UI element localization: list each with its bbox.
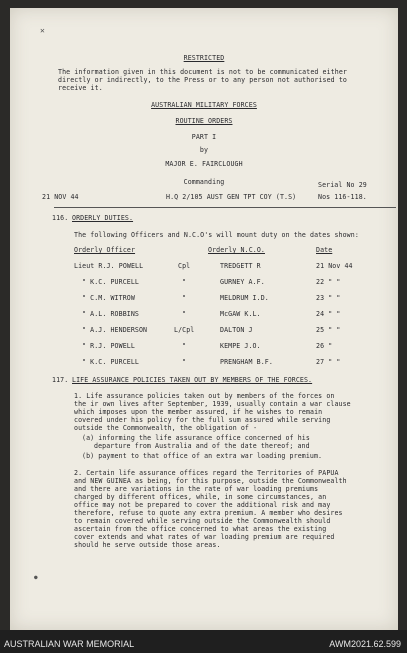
duty-rank: " [182, 342, 187, 350]
col-orderly-nco: Orderly N.C.O. [208, 246, 265, 254]
para-1-line: the ir own lives after September, 1939, usually contain a war clause [74, 400, 351, 408]
footer-institution: AUSTRALIAN WAR MEMORIAL [4, 639, 135, 649]
para-1-line: which imposes upon the member assured, if he wishes to remain [74, 408, 323, 416]
col-date: Date [316, 246, 333, 254]
para-2-line: should he serve outside those areas. [74, 541, 221, 549]
para-2-line: cover extends and what rates of war loading premium are required [74, 533, 335, 541]
item-a-line: (a) informing the life assurance office concerned of his [82, 434, 310, 442]
section-117-title: LIFE ASSURANCE POLICIES TAKEN OUT BY MEMBERS OF THE FORCES. [72, 376, 313, 384]
para-2-line: office may not be prepared to cover the additional risk and may [74, 501, 331, 509]
duty-nco: MELDRUM I.D. [220, 294, 269, 302]
para-2-line: to remain covered while serving outside the Commonwealth should [74, 517, 331, 525]
notice-line-3: receive it. [58, 84, 103, 92]
section-116-number: 116. [52, 214, 69, 222]
duty-nco: GURNEY A.F. [220, 278, 265, 286]
duty-nco: TREDGETT R [220, 262, 261, 270]
para-2-line: 2. Certain life assurance offices regard the Territories of PAPUA [74, 469, 339, 477]
section-116-title: ORDERLY DUTIES. [72, 214, 134, 222]
duty-date: 27 " " [316, 358, 341, 366]
duty-officer: " C.M. WITROW [82, 294, 135, 302]
serial-number: Serial No 29 [318, 181, 367, 189]
footer-bar [0, 630, 407, 653]
para-1-line: 1. Life assurance policies taken out by members of the forces on [74, 392, 335, 400]
duty-nco: KEMPE J.O. [220, 342, 261, 350]
para-2-line: and there are variations in the rate of war loading premiums [74, 485, 319, 493]
part-heading: PART I [191, 133, 217, 141]
para-2-line: charged by different offices, while, in some circumstances, an [74, 493, 327, 501]
duty-officer: Lieut R.J. POWELL [74, 262, 144, 270]
duty-rank: " [182, 278, 187, 286]
duty-nco: PRENGHAM B.F. [220, 358, 273, 366]
duty-officer: " K.C. PURCELL [82, 358, 139, 366]
duty-nco: McGAW K.L. [220, 310, 261, 318]
duty-officer: " A.L. ROBBINS [82, 310, 139, 318]
duty-rank: " [182, 358, 187, 366]
duty-nco: DALTON J [220, 326, 253, 334]
duty-rank: " [182, 310, 187, 318]
duty-officer: " A.J. HENDERSON [82, 326, 148, 334]
para-2-line: ascertain from the office concerned to what areas the existing [74, 525, 327, 533]
item-a-line: departure from Australia and of the date thereof; and [94, 442, 310, 450]
section-116-intro: The following Officers and N.C.O's will mount duty on the dates shown: [74, 231, 359, 239]
duty-date: 21 Nov 44 [316, 262, 353, 270]
section-divider [54, 207, 396, 208]
duty-date: 23 " " [316, 294, 341, 302]
force-heading: AUSTRALIAN MILITARY FORCES [151, 101, 257, 109]
by-text: by [199, 146, 209, 154]
section-117-number: 117. [52, 376, 69, 384]
staple-mark-icon: ✕ [40, 26, 45, 35]
notice-line-1: The information given in this document is not to be communicated either [58, 68, 347, 76]
major-name: MAJOR E. FAIRCLOUGH [165, 160, 243, 168]
orders-heading: ROUTINE ORDERS [175, 117, 233, 125]
para-2-line: and NEW GUINEA as being, for this purpose, outside the Commonwealth [74, 477, 347, 485]
hole-mark-icon: ● [34, 574, 38, 581]
para-1-line: covered under his policy for the full sum assured while serving [74, 416, 331, 424]
duty-rank: Cpl [178, 262, 191, 270]
duty-officer: " R.J. POWELL [82, 342, 135, 350]
footer-accession: AWM2021.62.599 [329, 639, 401, 649]
duty-rank: " [182, 294, 187, 302]
hq-unit: H.Q 2/105 AUST GEN TPT COY (T.S) [166, 193, 297, 201]
commanding-text: Commanding [183, 178, 225, 186]
duty-date: 25 " " [316, 326, 341, 334]
notice-line-2: directly or indirectly, to the Press or to any person not authorised to [58, 76, 347, 84]
duty-rank: L/Cpl [174, 326, 195, 334]
duty-date: 22 " " [316, 278, 341, 286]
duty-officer: " K.C. PURCELL [82, 278, 139, 286]
document-page [10, 8, 398, 630]
para-2-line: therefore, refuse to quote any extra premium. A member who desires [74, 509, 343, 517]
col-orderly-officer: Orderly Officer [74, 246, 136, 254]
para-1-line: outside the Commonwealth, the obligation of - [74, 424, 258, 432]
duty-date: 26 " [316, 342, 333, 350]
item-b: (b) payment to that office of an extra war loading premium. [82, 452, 323, 460]
order-date: 21 NOV 44 [42, 193, 79, 201]
duty-date: 24 " " [316, 310, 341, 318]
order-numbers: Nos 116-118. [318, 193, 367, 201]
restricted-heading: RESTRICTED [183, 54, 225, 62]
